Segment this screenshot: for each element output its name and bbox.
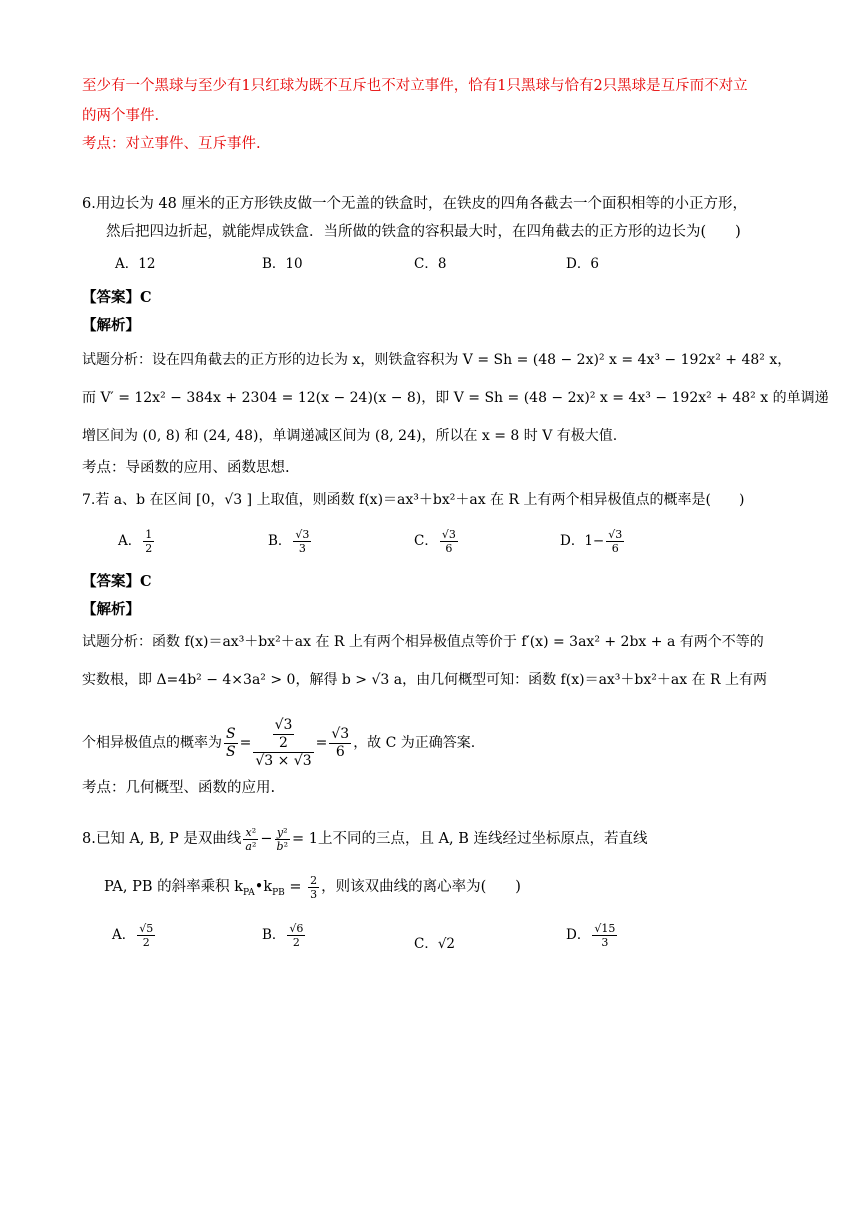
q7-analysis-line-1: 试题分析：函数 f(x)＝ax³＋bx²＋ax 在 R 上有两个相异极值点等价于 f′(x) = 3ax² + 2bx + a 有两个不等的	[82, 634, 764, 650]
q8-stem-line-1: 8.已知 A, B, P 是双曲线 $\frac{\text{x²}}{\text{a²}}$ − $\frac{\text{y²}}{\text{b²}}$ = 1上不同的三点，且 A, B 连线经过坐标原点，若直线	[82, 825, 648, 853]
q8-stem-line-2-pre: PA, PB 的斜率乘积 k	[104, 879, 244, 895]
q8-stem-line-1-pre: 8.已知 A, B, P 是双曲线	[82, 831, 242, 847]
prev-kaodian: 考点：对立事件、互斥事件.	[82, 136, 261, 152]
q7-stem: 7.若 a、b 在区间 [0，√3 ] 上取值，则函数 f(x)＝ax³＋bx²＋ax 在 R 上有两个相异极值点的概率是( )	[82, 492, 745, 508]
q7-option-a-label: A．	[118, 533, 142, 549]
q7-option-d-num: √3	[608, 528, 623, 541]
q8-stem-line-1-post: 上不同的三点，且 A, B 连线经过坐标原点，若直线	[317, 831, 648, 847]
q8-slope-fraction: $\frac{2}{3}$	[310, 873, 318, 901]
q7-analysis-line-2: 实数根，即 Δ=4b² − 4×3a² > 0，解得 b > √3 a，由几何概型可知：函数 f(x)＝ax³＋bx²＋ax 在 R 上有两	[82, 672, 768, 688]
q8-option-b	[262, 922, 307, 949]
q8-option-b-label: B．	[262, 927, 286, 943]
q6-analysis-line-3: 增区间为 (0, 8) 和 (24, 48)，单调递减区间为 (8, 24)，所以在 x = 8 时 V 有极大值.	[82, 428, 618, 444]
q7-prob-fraction-2: $\frac{\frac{√3}{2}}{√3 \times √3}$	[255, 716, 312, 769]
q7-option-d	[560, 528, 626, 555]
q7-option-c-num: √3	[441, 528, 456, 541]
q6-analysis-line-1: 试题分析：设在四角截去的正方形的边长为 x，则铁盒容积为 V = Sh = (48 − 2x)² x = 4x³ − 192x² + 48² x，	[82, 352, 792, 368]
q8-option-a-den: 2	[142, 936, 150, 949]
q8-option-a	[112, 922, 157, 949]
q6-option-c: C．8	[414, 256, 447, 272]
q6-option-a: A．12	[115, 256, 156, 272]
q7-option-b-num: √3	[295, 528, 310, 541]
q8-option-a-label: A．	[112, 927, 136, 943]
q7-option-a-num: 1	[145, 528, 153, 541]
q8-option-d-label: D．	[566, 927, 591, 943]
q8-option-d	[566, 922, 619, 949]
q7-prob-fraction-1: $\frac{S}{S}$	[226, 725, 236, 760]
q7-jiexi-heading: 【解析】	[82, 601, 140, 618]
q8-option-b-num: √6	[289, 922, 304, 935]
q8-x-fraction: $\frac{\text{x²}}{\text{a²}}$	[245, 825, 257, 853]
q6-answer: 【答案】C	[82, 289, 152, 306]
q7-option-c	[414, 528, 460, 555]
q7-option-b	[268, 528, 313, 555]
q7-kaodian: 考点：几何概型、函数的应用.	[82, 780, 276, 796]
q7-option-b-den: 3	[298, 542, 306, 555]
q7-option-d-den: 6	[611, 542, 619, 555]
q7-answer: 【答案】C	[82, 573, 152, 590]
q6-kaodian: 考点：导函数的应用、函数思想.	[82, 460, 290, 476]
q7-analysis-line-3-pre: 个相异极值点的概率为	[82, 735, 222, 751]
q8-option-d-den: 3	[601, 936, 609, 949]
q8-option-c: C．√2	[414, 936, 456, 952]
prev-answer-line-1: 至少有一个黑球与至少有1只红球为既不互斥也不对立事件，恰有1只黑球与恰有2只黑球是互斥而不对立	[82, 78, 748, 94]
q6-jiexi-heading: 【解析】	[82, 317, 140, 334]
q7-option-c-den: 6	[445, 542, 453, 555]
q8-option-b-den: 2	[292, 936, 300, 949]
q7-option-a	[118, 528, 156, 555]
q6-option-d: D．6	[566, 256, 599, 272]
q7-analysis-line-3-post: ，故 C 为正确答案.	[353, 735, 476, 751]
q8-stem-line-2-post: ，则该双曲线的离心率为( )	[321, 879, 521, 895]
q8-option-d-num: √15	[594, 922, 616, 935]
q6-stem-line-2: 然后把四边折起，就能焊成铁盒．当所做的铁盒的容积最大时，在四角截去的正方形的边长为( )	[106, 224, 741, 240]
q7-option-b-label: B．	[268, 533, 292, 549]
q7-analysis-line-3: 个相异极值点的概率为 $\frac{S}{S}$ = $\frac{\frac{√3}{2}}{√3 \times √3}$ = $\frac{√3}{6}$ ，故 C 为正确答案.	[82, 716, 476, 769]
q8-y-fraction: $\frac{\text{y²}}{\text{b²}}$	[276, 825, 288, 853]
q7-option-c-label: C．	[414, 533, 438, 549]
q7-option-d-label: D．1−	[560, 533, 605, 549]
q6-analysis-line-2: 而 V′ = 12x² − 384x + 2304 = 12(x − 24)(x − 8)，即 V = Sh = (48 − 2x)² x = 4x³ − 192x² + 48² x 的单调递	[82, 390, 829, 406]
q6-option-b: B．10	[262, 256, 303, 272]
q8-stem-line-2: PA, PB 的斜率乘积 $k_{PA}•k_{PB}$ = $\frac{2}{3}$ ，则该双曲线的离心率为( )	[104, 873, 521, 901]
q6-stem-line-1: 6.用边长为 48 厘米的正方形铁皮做一个无盖的铁盒时，在铁皮的四角各截去一个面积相等的小正方形，	[82, 196, 747, 212]
q7-prob-fraction-3: $\frac{√3}{6}$	[331, 725, 350, 760]
q8-option-a-num: √5	[139, 922, 154, 935]
prev-answer-line-2: 的两个事件.	[82, 108, 160, 124]
q7-option-a-den: 2	[145, 542, 153, 555]
